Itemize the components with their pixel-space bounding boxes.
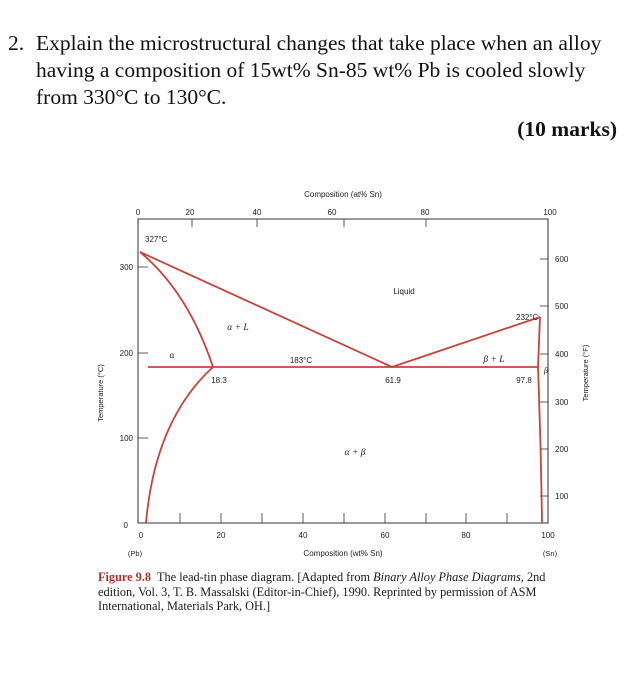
top-tick-60: 60: [327, 208, 337, 217]
sn-end-label: (Sn): [542, 549, 558, 558]
left-tick-200: 200: [119, 349, 133, 358]
figure-label: Figure 9.8: [98, 570, 152, 584]
caption-text-before: The lead-tin phase diagram. [Adapted from: [157, 570, 374, 584]
bottom-tick-0: 0: [138, 531, 144, 540]
beta-solvus-line: [538, 367, 542, 523]
left-tick-300: 300: [119, 263, 133, 272]
sn-melting-label: 232°C: [516, 313, 539, 322]
right-tick-500: 500: [555, 302, 569, 311]
right-tick-100: 100: [555, 492, 569, 501]
bottom-tick-20: 20: [216, 531, 226, 540]
bottom-axis-ticks: [180, 513, 507, 523]
bottom-tick-100: 100: [541, 531, 555, 540]
marks-label: (10 marks): [517, 117, 617, 141]
top-axis-title: Composition (at% Sn): [304, 190, 382, 199]
eutectic-composition-label: 61.9: [385, 376, 401, 385]
caption-source-title: Binary Alloy Phase Diagrams,: [373, 570, 524, 584]
liquidus-left-line: [140, 252, 392, 367]
right-tick-400: 400: [555, 350, 569, 359]
beta-solidus-line: [538, 317, 540, 367]
right-tick-300: 300: [555, 398, 569, 407]
phase-boundaries: [140, 252, 542, 523]
top-axis-ticks: [138, 219, 548, 227]
top-tick-80: 80: [420, 208, 430, 217]
pb-melting-label: 327°C: [145, 235, 168, 244]
top-tick-40: 40: [252, 208, 262, 217]
bottom-tick-80: 80: [461, 531, 471, 540]
question-number: 2.: [8, 31, 25, 55]
alpha-solvus-line: [146, 367, 213, 523]
left-tick-100: 100: [119, 434, 133, 443]
left-tick-0: 0: [123, 521, 128, 530]
beta-solubility-label: 97.8: [516, 376, 532, 385]
right-axis-title: Temperature (°F): [581, 344, 590, 402]
top-tick-0: 0: [135, 208, 141, 217]
bottom-axis-title: Composition (wt% Sn): [303, 549, 383, 558]
top-tick-100: 100: [543, 208, 557, 217]
caption-text-after: 2nd edition, Vol. 3, T. B. Massalski (Editor-in-Chief), 1990. Reprinted by permission of ASM International, Materials Park, OH.]: [98, 570, 546, 614]
plot-frame: [138, 219, 548, 523]
beta-liquid-label: β + L: [483, 355, 505, 365]
left-axis-ticks: [138, 267, 148, 438]
bottom-tick-60: 60: [380, 531, 390, 540]
figure-caption: [98, 570, 578, 614]
pb-end-label: (Pb): [127, 549, 143, 558]
alpha-liquid-label: α + L: [227, 323, 249, 333]
beta-label: β: [543, 365, 549, 375]
liquid-label: Liquid: [393, 287, 415, 296]
eutectic-temp-label: 183°C: [289, 356, 313, 365]
top-tick-20: 20: [185, 208, 195, 217]
right-tick-600: 600: [555, 255, 569, 264]
question-text: Explain the microstructural changes that take place when an alloy having a composition of 15wt% Sn-85 wt% Pb is cooled slowly from 330°C to 130°C.: [36, 31, 602, 109]
liquidus-right-line: [392, 317, 540, 367]
alpha-solubility-label: 18.3: [211, 376, 227, 385]
bottom-tick-40: 40: [298, 531, 308, 540]
alpha-label: α: [169, 351, 175, 361]
left-axis-title: Temperature (°C): [96, 364, 105, 422]
alpha-beta-label: α + β: [344, 448, 366, 458]
right-tick-200: 200: [555, 445, 569, 454]
